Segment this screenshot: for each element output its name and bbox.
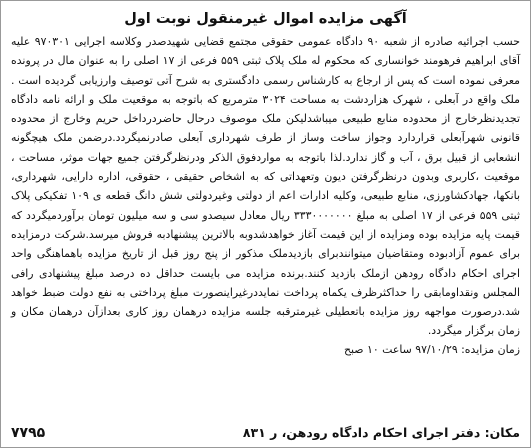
- notice-body: حسب اجرائیه صادره از شعبه ۹۰ دادگاه عمومی حقوقی مجتمع قضایی شهیدصدر وکلاسه اجرایی ۹۷۰۳۰۱ علیه آقای ابراهیم فرهومند خوانساری که محکوم له ملک پلاک ثبتی ۵۵۹ فرعی از ۱۷ اصلی را به عنوان مال در پرونده معرفی نموده است که پس از ارجاع به کارشناس رسمی دادگستری به شرح آتی توصیف وارزیابی گردیده است . ملک واقع در آبعلی ، شهرک هزاردشت به مساحت ۳۰۲۴ مترمربع که باتوجه به موقعیت ملک و ارائه نامه دادگاه تجدیدنظرخارج از محدوده منابع طبیعی میباشدلیکن ملک موصوف درحال حاضردرداخل حریم وخارج از محدوده قانونی شهرآبعلی قراردارد وجواز ساخت وساز از طرف شهرداری آبعلی صادرنمیگردد.درضمن ملک هیچگونه انشعابی از قبیل برق ، آب و گاز ندارد.لذا باتوجه به مواردفوق الذکر ودرنظرگرفتن جمیع جهات موثر، مساحت ، موقعیت ،کاربری وبدون درنظرگرفتن دیون وتعهداتی که به اشخاص حقیقی ، حقوقی، اداره دارایی، شهرداری، بانکها، جهادکشاورزی، منابع طبیعی، وکلیه ادارات اعم از دولتی وغیردولتی شش دانگ قطعه ی ۱۰۹ تفکیکی پلاک ثبتی ۵۵۹ فرعی از ۱۷ اصلی به مبلغ ۳۳۳۰۰۰۰۰۰۰ ریال معادل سیصدو سی و سه میلیون تومان برآوردمیگردد که قیمت پایه مزایده بوده ومزایده از این قیمت آغاز خواهدشدوبه بالاترین پیشنهادبه فروش میرسد.شرکت درمزایده برای عموم آزادبوده ومتقاضیان میتوانندبرای بازدیدملک مذکور از پنج روز قبل از تاریخ مزایده باهماهنگی واحد اجرای احکام دادگاه رودهن ازملک بازدید کنند.برنده مزایده می بایست حداقل ده درصد مبلغ پیشنهادی رافی المجلس ونقداومابقی را حداکثرظرف یکماه پرداخت نمایددرغیراینصورت مبلغ پرداختی به نفع دولت ضبط خواهد شد.درصورت مواجهه روز مزایده باتعطیلی غیرمترقبه جلسه مزایده درهمان روز کاری بعدازآن درهمان مکان و زمان برگزار میگردد.: [11, 35, 521, 338]
- notice-title: آگهی مزایده اموال غیرمنقول نوبت اول: [124, 11, 407, 27]
- notice-code: ۷۷۹۵: [11, 425, 46, 441]
- notice-footer: [11, 425, 520, 441]
- auction-place: مکان: دفتر اجرای احکام دادگاه رودهن، ر ۸۳۱: [242, 425, 520, 440]
- auction-time: زمان مزایده: ۹۷/۱۰/۲۹ ساعت ۱۰ صبح: [343, 342, 520, 356]
